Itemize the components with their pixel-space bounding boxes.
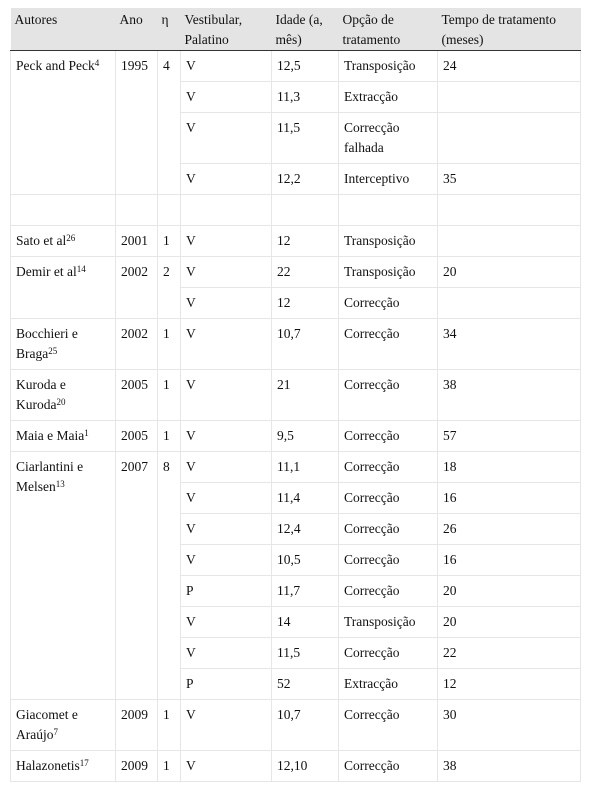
year-cell: 2005	[116, 421, 158, 452]
age-cell: 11,5	[272, 638, 339, 669]
year-cell: 2001	[116, 226, 158, 257]
header-vestibular-palatino: Vestibular, Palatino	[181, 8, 272, 51]
age-cell: 11,3	[272, 82, 339, 113]
author-name: Peck and Peck	[16, 58, 95, 73]
treatment-time-cell: 35	[438, 164, 581, 195]
age-cell: 9,5	[272, 421, 339, 452]
vestibular-palatino-cell: V	[181, 700, 272, 751]
reference-number: 4	[94, 57, 100, 68]
treatment-time-cell	[438, 82, 581, 113]
treatment-option-cell: Correcção	[339, 751, 438, 782]
age-cell: 22	[272, 257, 339, 288]
author-cell	[11, 452, 116, 700]
age-cell: 10,7	[272, 700, 339, 751]
treatment-option-cell: Correcção	[339, 288, 438, 319]
vestibular-palatino-cell: V	[181, 607, 272, 638]
treatment-table	[10, 8, 581, 782]
age-cell: 12	[272, 288, 339, 319]
header-age: Idade (a, mês)	[272, 8, 339, 51]
author-cell	[11, 51, 116, 195]
table-row	[11, 195, 581, 226]
header-treatment-option: Opção de tratamento	[339, 8, 438, 51]
author-cell	[11, 751, 116, 782]
treatment-time-cell: 30	[438, 700, 581, 751]
treatment-option-cell: Correcção	[339, 638, 438, 669]
year-cell: 2009	[116, 751, 158, 782]
vestibular-palatino-cell: V	[181, 452, 272, 483]
treatment-option-cell: Transposição	[339, 607, 438, 638]
year-cell: 2007	[116, 452, 158, 700]
vestibular-palatino-cell: V	[181, 421, 272, 452]
reference-number: 25	[48, 345, 58, 356]
age-cell: 12,4	[272, 514, 339, 545]
treatment-time-cell: 12	[438, 669, 581, 700]
age-cell: 12,5	[272, 51, 339, 82]
treatment-time-cell: 34	[438, 319, 581, 370]
treatment-option-cell: Correcção	[339, 514, 438, 545]
vestibular-palatino-cell: V	[181, 514, 272, 545]
author-name: Kuroda e Kuroda	[16, 377, 66, 412]
empty-cell	[181, 195, 272, 226]
treatment-time-cell: 20	[438, 257, 581, 288]
author-cell	[11, 421, 116, 452]
treatment-time-cell	[438, 113, 581, 164]
author-cell	[11, 700, 116, 751]
vestibular-palatino-cell: V	[181, 51, 272, 82]
age-cell: 14	[272, 607, 339, 638]
table-body	[11, 51, 581, 782]
age-cell: 12	[272, 226, 339, 257]
treatment-time-cell: 20	[438, 607, 581, 638]
treatment-option-cell: Correcção	[339, 483, 438, 514]
header-n: η	[158, 8, 181, 51]
n-cell: 4	[158, 51, 181, 195]
treatment-option-cell: Correcção	[339, 700, 438, 751]
author-cell	[11, 370, 116, 421]
vestibular-palatino-cell: P	[181, 576, 272, 607]
treatment-option-cell: Correcção	[339, 319, 438, 370]
vestibular-palatino-cell: V	[181, 319, 272, 370]
author-name: Ciarlantini e Melsen	[16, 459, 84, 494]
treatment-option-cell: Transposição	[339, 51, 438, 82]
age-cell: 10,5	[272, 545, 339, 576]
age-cell: 12,2	[272, 164, 339, 195]
treatment-option-cell: Extracção	[339, 669, 438, 700]
reference-number: 1	[84, 427, 89, 438]
treatment-time-cell: 57	[438, 421, 581, 452]
author-name: Sato et al	[16, 233, 67, 248]
empty-cell	[272, 195, 339, 226]
n-cell: 2	[158, 257, 181, 319]
treatment-option-cell: Correcção	[339, 370, 438, 421]
age-cell: 12,10	[272, 751, 339, 782]
header-treatment-time: Tempo de tratamento (meses)	[438, 8, 581, 51]
treatment-time-cell	[438, 288, 581, 319]
year-cell: 1995	[116, 51, 158, 195]
treatment-time-cell: 20	[438, 576, 581, 607]
author-cell	[11, 257, 116, 319]
vestibular-palatino-cell: V	[181, 288, 272, 319]
n-cell: 1	[158, 319, 181, 370]
author-name: Bocchieri e Braga	[16, 326, 78, 361]
author-name: Demir et al	[16, 264, 77, 279]
age-cell: 21	[272, 370, 339, 421]
n-cell: 1	[158, 700, 181, 751]
reference-number: 17	[79, 757, 89, 768]
vestibular-palatino-cell: V	[181, 483, 272, 514]
vestibular-palatino-cell: V	[181, 257, 272, 288]
table-row	[11, 51, 581, 82]
year-cell: 2009	[116, 700, 158, 751]
treatment-option-cell: Interceptivo	[339, 164, 438, 195]
treatment-time-cell: 18	[438, 452, 581, 483]
empty-cell	[158, 195, 181, 226]
treatment-time-cell: 38	[438, 751, 581, 782]
header-authors: Autores	[11, 8, 116, 51]
treatment-option-cell: Correcção	[339, 421, 438, 452]
author-name: Giacomet e Araújo	[16, 707, 78, 742]
author-name: Maia e Maia	[16, 428, 85, 443]
vestibular-palatino-cell: V	[181, 370, 272, 421]
table-row	[11, 257, 581, 288]
reference-number: 14	[76, 263, 86, 274]
age-cell: 11,5	[272, 113, 339, 164]
table-row	[11, 226, 581, 257]
age-cell: 11,7	[272, 576, 339, 607]
treatment-option-cell: Correcção falhada	[339, 113, 438, 164]
vestibular-palatino-cell: V	[181, 164, 272, 195]
table-row	[11, 751, 581, 782]
treatment-time-cell: 16	[438, 545, 581, 576]
table-row	[11, 700, 581, 751]
year-cell: 2002	[116, 319, 158, 370]
vestibular-palatino-cell: V	[181, 751, 272, 782]
treatment-time-cell: 22	[438, 638, 581, 669]
treatment-option-cell: Transposição	[339, 257, 438, 288]
vestibular-palatino-cell: V	[181, 545, 272, 576]
year-cell: 2002	[116, 257, 158, 319]
treatment-time-cell: 24	[438, 51, 581, 82]
treatment-time-cell: 38	[438, 370, 581, 421]
empty-cell	[11, 195, 116, 226]
n-cell: 1	[158, 421, 181, 452]
vestibular-palatino-cell: V	[181, 638, 272, 669]
treatment-option-cell: Correcção	[339, 545, 438, 576]
author-cell	[11, 319, 116, 370]
vestibular-palatino-cell: V	[181, 82, 272, 113]
treatment-option-cell: Extracção	[339, 82, 438, 113]
age-cell: 11,1	[272, 452, 339, 483]
reference-number: 26	[66, 232, 76, 243]
header-year: Ano	[116, 8, 158, 51]
treatment-time-cell: 26	[438, 514, 581, 545]
age-cell: 10,7	[272, 319, 339, 370]
n-cell: 8	[158, 452, 181, 700]
vestibular-palatino-cell: V	[181, 226, 272, 257]
header-row	[11, 8, 581, 51]
table-row	[11, 452, 581, 483]
author-name: Halazonetis	[16, 758, 80, 773]
n-cell: 1	[158, 751, 181, 782]
table-row	[11, 421, 581, 452]
treatment-time-cell	[438, 226, 581, 257]
vestibular-palatino-cell: P	[181, 669, 272, 700]
treatment-time-cell: 16	[438, 483, 581, 514]
table-row	[11, 370, 581, 421]
reference-number: 7	[53, 726, 58, 737]
treatment-option-cell: Transposição	[339, 226, 438, 257]
treatment-option-cell: Correcção	[339, 452, 438, 483]
n-cell: 1	[158, 370, 181, 421]
age-cell: 52	[272, 669, 339, 700]
empty-cell	[116, 195, 158, 226]
treatment-option-cell: Correcção	[339, 576, 438, 607]
empty-cell	[339, 195, 438, 226]
year-cell: 2005	[116, 370, 158, 421]
author-cell	[11, 226, 116, 257]
reference-number: 13	[55, 478, 65, 489]
empty-cell	[438, 195, 581, 226]
age-cell: 11,4	[272, 483, 339, 514]
reference-number: 20	[56, 396, 66, 407]
table-row	[11, 319, 581, 370]
vestibular-palatino-cell: V	[181, 113, 272, 164]
n-cell: 1	[158, 226, 181, 257]
